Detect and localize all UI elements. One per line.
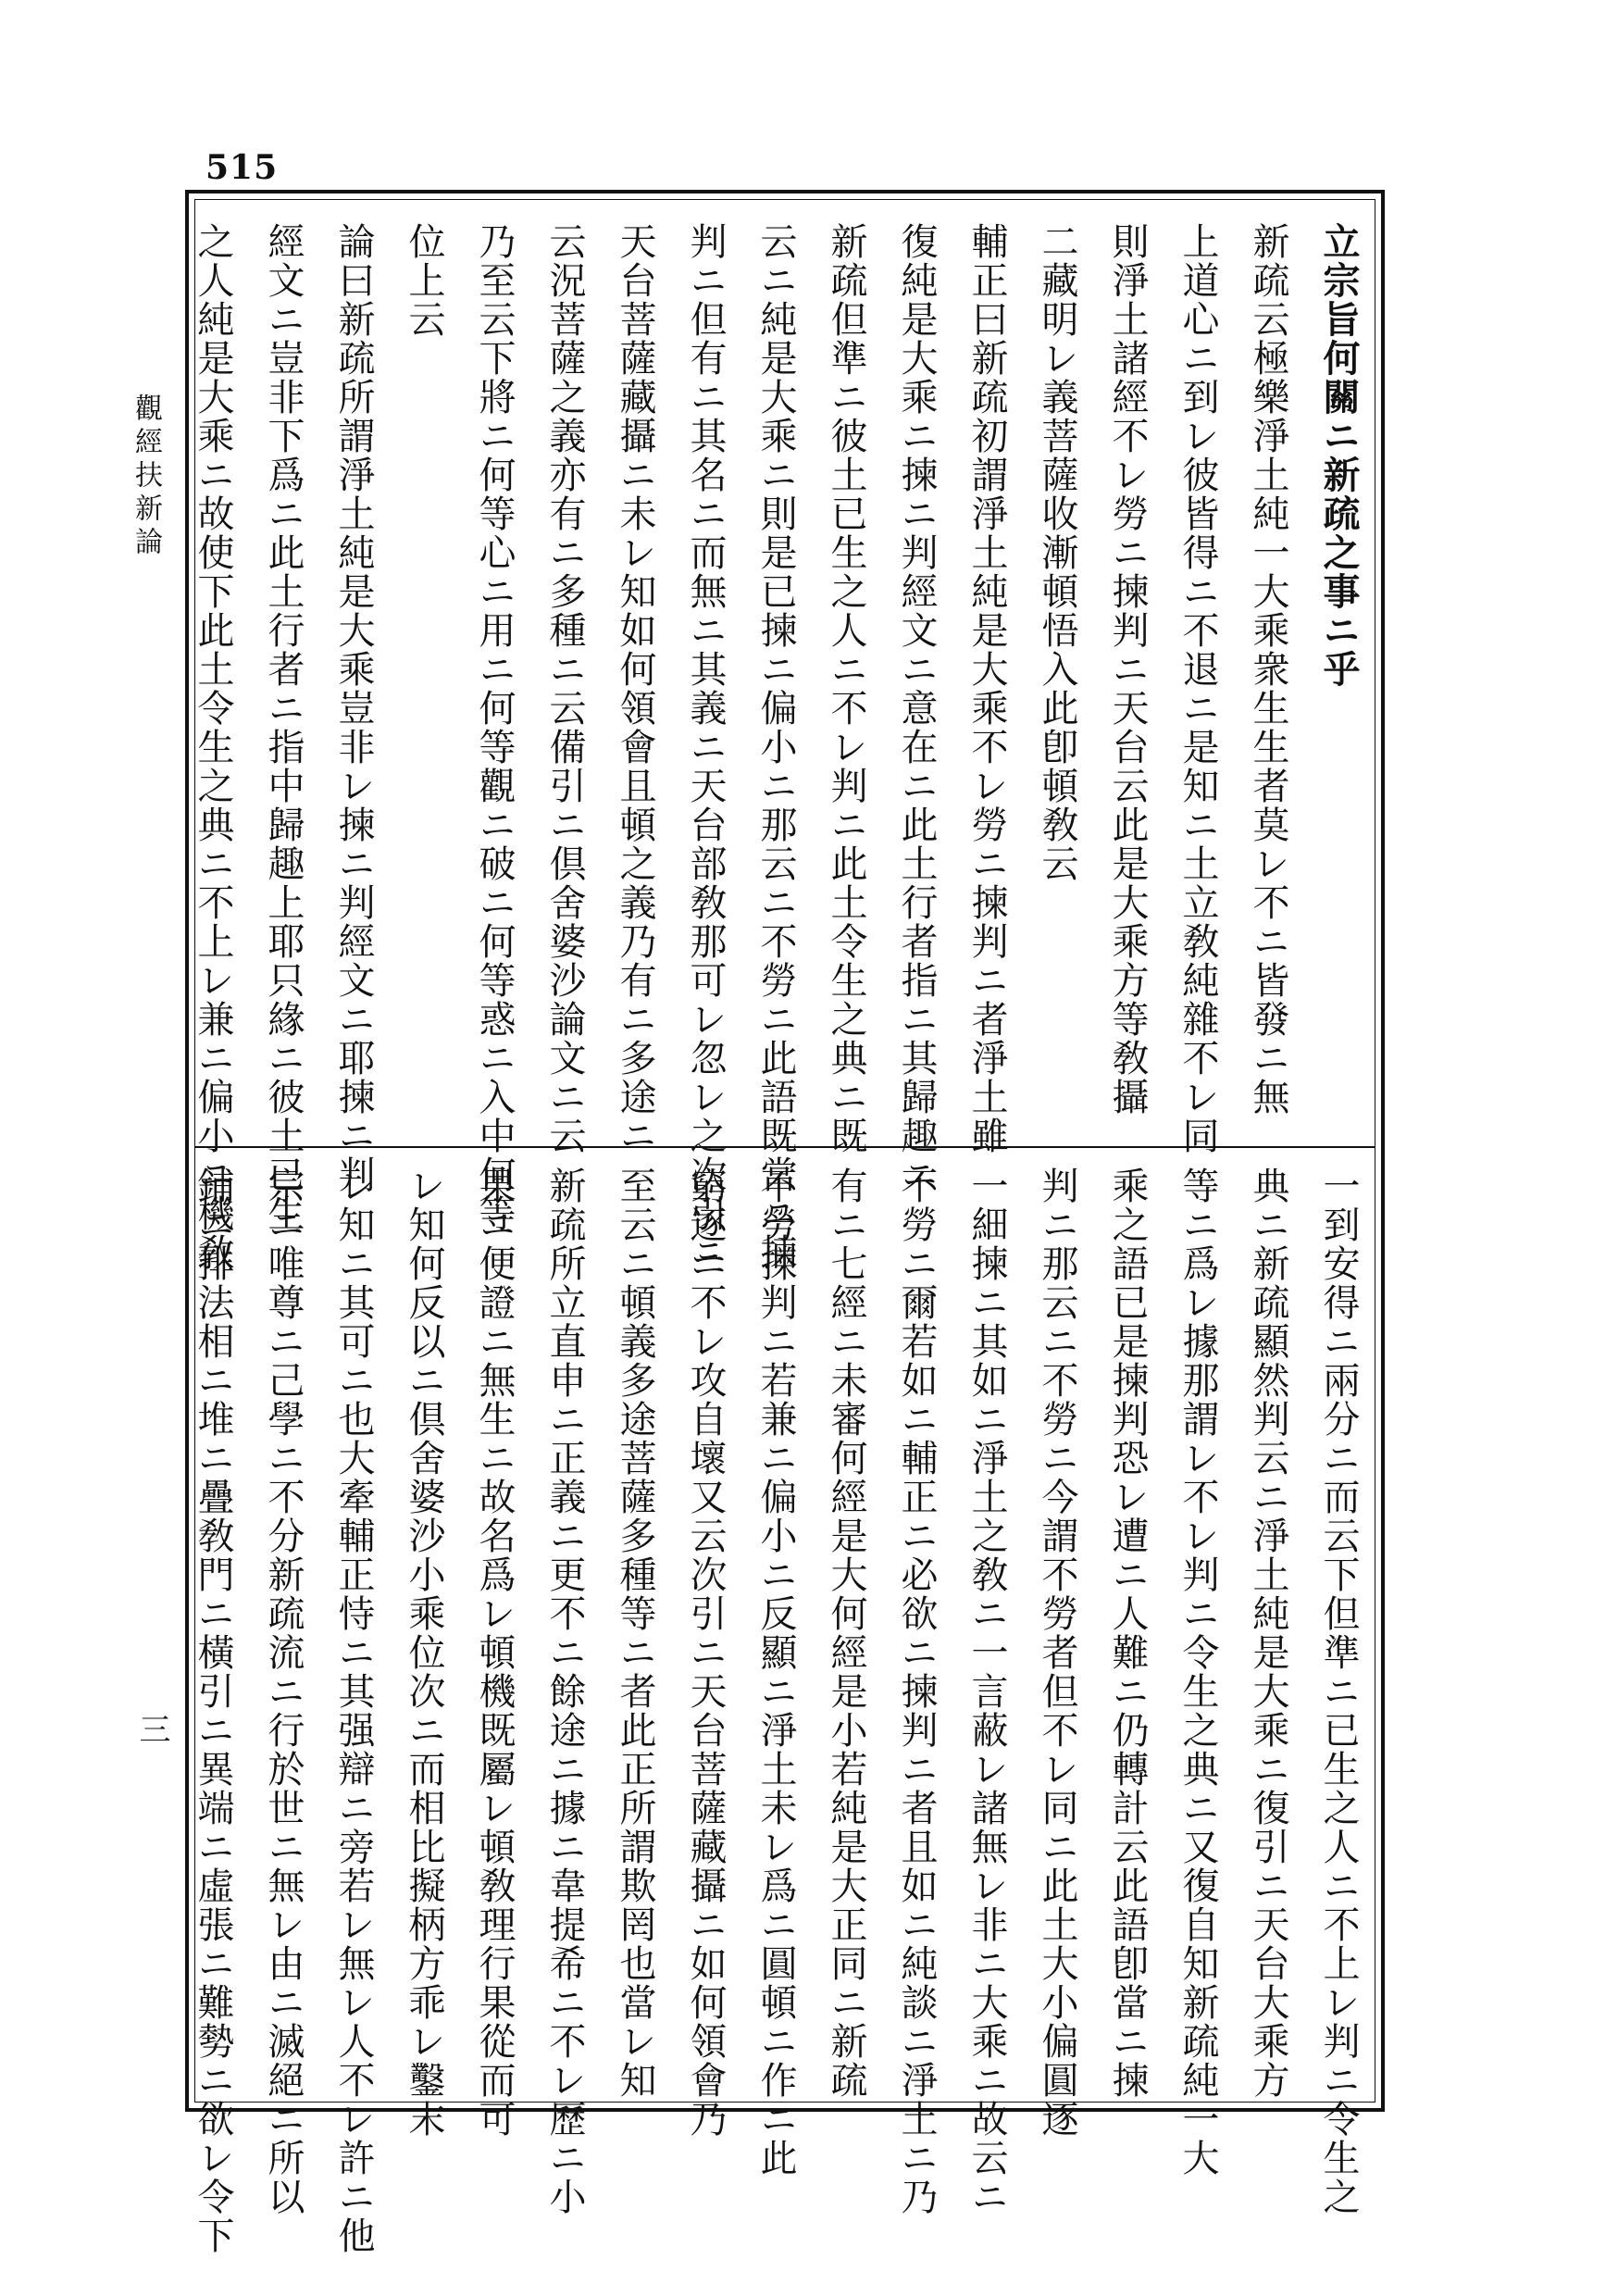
text-column: 乘之語已是揀判恐レ遭ニ人難ニ仍轉計云此語卽當ニ揀 [1106,1167,1149,2100]
lower-register [192,1167,1374,2255]
text-column: 云ニ純是大乘ニ則是已揀ニ偏小ニ那云ニ不勞ニ此語既當ニ揀 [754,222,797,1272]
text-column: 有ニ七經ニ未審何經是大何經是小若純是大正同ニ新疏 [825,1167,867,2100]
text-column: レ知何反以ニ倶舍婆沙小乘位次ニ而相比擬柄方乖レ鑿末 [403,1167,445,2139]
upper-register [192,222,1374,1272]
text-column: 乃至云下將ニ何等心ニ用ニ何等觀ニ破ニ何等惑ニ入中何等 [473,222,516,1233]
text-column: 云況菩薩之義亦有ニ多種ニ云備引ニ倶舍婆沙論文ニ云 [543,222,586,1155]
text-column: 窮逐ニ不レ攻自壞又云次引ニ天台菩薩藏攝ニ如何領會乃 [684,1167,727,2139]
text-column: 新疏云極樂淨土純一大乘衆生生者莫レ不ニ皆發ニ無 [1247,222,1289,1117]
text-column: 論曰新疏所謂淨土純是大乘豈非レ揀ニ判經文ニ耶揀ニ判 [332,222,375,1194]
text-column: 新疏所立直申ニ正義ニ更不ニ餘途ニ據ニ韋提希ニ不レ歷ニ小 [543,1167,586,2216]
text-column: 輔正曰新疏初謂淨土純是大乘不レ勞ニ揀判ニ者淨土雖 [965,222,1008,1155]
text-column: 一細揀ニ其如ニ淨土之敎ニ一言蔽レ諸無レ非ニ大乘ニ故云ニ [965,1167,1008,2216]
text-column: 鋪ニ排法相ニ堆ニ疊敎門ニ橫引ニ異端ニ虛張ニ難勢ニ欲レ令下 [192,1167,234,2255]
text-column: 典ニ新疏顯然判云ニ淨土純是大乘ニ復引ニ天台大乘方 [1247,1167,1289,2100]
text-column: 不勞ニ爾若如ニ輔正ニ必欲ニ揀判ニ者且如ニ純談ニ淨土ニ乃 [895,1167,938,2216]
text-column: 則淨土諸經不レ勞ニ揀判ニ天台云此是大乘方等敎攝 [1106,222,1149,1117]
text-column: 天台菩薩藏攝ニ未レ知如何領會且頓之義乃有ニ多途ニ [614,222,656,1155]
text-column: 新疏但準ニ彼土已生之人ニ不レ判ニ此土令生之典ニ既 [825,222,867,1155]
text-column: 果ニ便證ニ無生ニ故名爲レ頓機既屬レ頓敎理行果從而可 [473,1167,516,2139]
text-column: 一到安得ニ兩分ニ而云下但準ニ已生之人ニ不上レ判ニ令生之 [1317,1167,1360,2216]
text-column: 之人純是大乘ニ故使下此土令生之典ニ不上レ兼ニ偏小ニ機敎 [192,222,234,1272]
text-column: 宗ニ唯尊ニ己學ニ不分新疏流ニ行於世ニ無レ由ニ滅絕ニ所以 [262,1167,305,2216]
text-column: 判ニ那云ニ不勞ニ今謂不勞者但不レ同ニ此土大小偏圓逐 [1036,1167,1078,2139]
page-number: 515 [205,148,279,187]
margin-title: 觀經扶新論 [130,393,162,560]
text-column: 二藏明レ義菩薩收漸頓悟入此卽頓敎云 [1036,222,1078,883]
text-column: 位上云 [403,222,445,339]
text-column: 不勞揀判ニ若兼ニ偏小ニ反顯ニ淨土未レ爲ニ圓頓ニ作ニ此 [754,1167,797,2177]
margin-leaf-number: 三 [133,1713,170,1744]
text-column: 等ニ爲レ據那謂レ不レ判ニ令生之典ニ又復自知新疏純一大 [1176,1167,1219,2177]
text-column: 復純是大乘ニ揀ニ判經文ニ意在ニ此土行者指ニ其歸趣ニ [895,222,938,1194]
text-column: 上道心ニ到レ彼皆得ニ不退ニ是知ニ土立敎純雜不レ同 [1176,222,1219,1155]
text-column: 經文ニ豈非下爲ニ此土行者ニ指中歸趣上耶只緣ニ彼土已生 [262,222,305,1233]
text-column: 立宗旨何關ニ新疏之事ニ乎 [1317,222,1361,689]
text-column: 判ニ但有ニ其名ニ而無ニ其義ニ天台部敎那可レ忽レ之次引ニ [684,222,727,1272]
text-column: 至云ニ頓義多途菩薩多種等ニ者此正所謂欺罔也當レ知 [614,1167,656,2100]
text-column: レ知ニ其可ニ也大牽輔正恃ニ其强辯ニ旁若レ無レ人不レ許ニ他 [332,1167,375,2255]
